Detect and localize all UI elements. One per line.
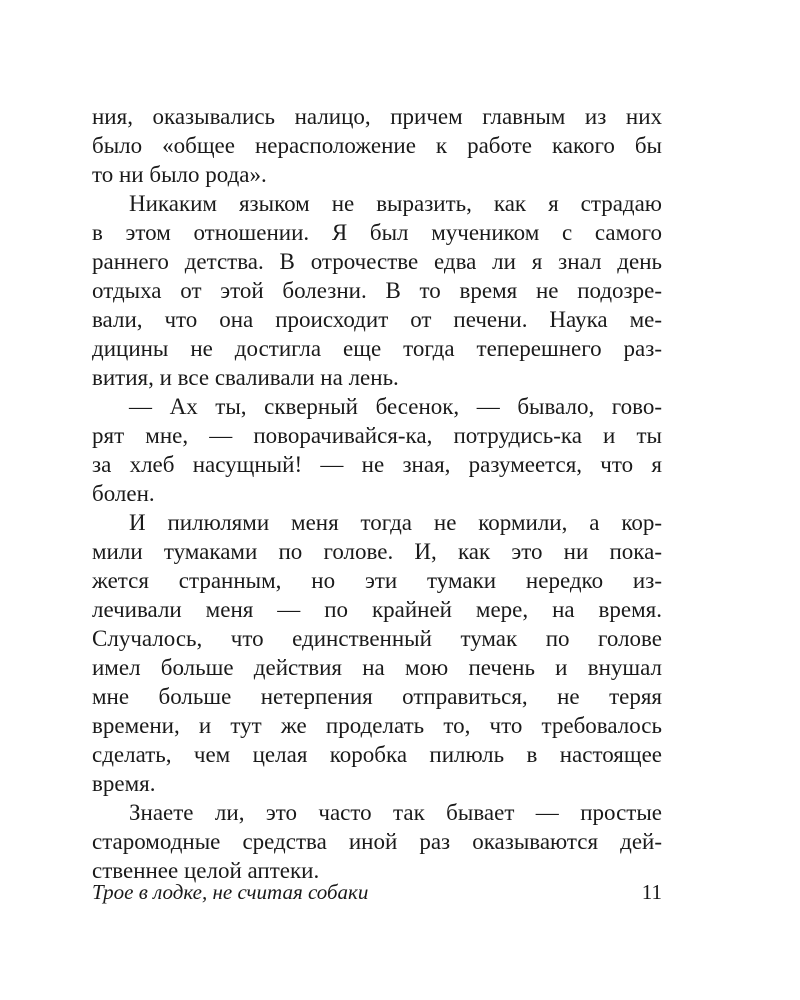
text-line: вали, что она происходит от печени. Наука ме- bbox=[92, 307, 662, 332]
text-line: сделать, чем целая коробка пилюль в настоящее bbox=[92, 742, 662, 767]
text-line: мне больше нетерпения отправиться, не теряя bbox=[92, 684, 662, 709]
text-line: мили тумаками по голове. И, как это ни пока- bbox=[92, 539, 662, 564]
text-line: старомодные средства иной раз оказываются дей- bbox=[92, 829, 662, 854]
page-body-text bbox=[92, 102, 662, 885]
text-line: то ни было рода». bbox=[92, 162, 267, 187]
text-line: Знаете ли, это часто так бывает — простые bbox=[129, 800, 662, 825]
text-line: отдыха от этой болезни. В то время не подозре- bbox=[92, 278, 662, 303]
text-line: лечивали меня — по крайней мере, на время. bbox=[92, 597, 662, 622]
text-line: дицины не достигла еще тогда теперешнего раз- bbox=[92, 336, 662, 361]
text-line: имел больше действия на мою печень и внушал bbox=[92, 655, 662, 680]
text-line: за хлеб насущный! — не зная, разумеется, что я bbox=[92, 452, 662, 477]
text-line: Случалось, что единственный тумак по голове bbox=[92, 626, 662, 651]
running-book-title: Трое в лодке, не считая собаки bbox=[92, 880, 369, 904]
text-line: ния, оказывались налицо, причем главным из них bbox=[92, 104, 662, 129]
page-footer bbox=[92, 877, 662, 907]
text-line: болен. bbox=[92, 481, 155, 506]
text-line: вития, и все сваливали на лень. bbox=[92, 365, 399, 390]
text-line: время. bbox=[92, 771, 156, 796]
text-line: Никаким языком не выразить, как я страдаю bbox=[129, 191, 662, 216]
text-line: И пилюлями меня тогда не кормили, а кор- bbox=[129, 510, 662, 535]
text-line: раннего детства. В отрочестве едва ли я знал день bbox=[92, 249, 662, 274]
text-line: рят мне, — поворачивайся-ка, потрудись-ка и ты bbox=[92, 423, 662, 448]
text-line: времени, и тут же проделать то, что требовалось bbox=[92, 713, 662, 738]
text-line: жется странным, но эти тумаки нередко из- bbox=[92, 568, 662, 593]
text-line: было «общее нерасположение к работе какого бы bbox=[92, 133, 662, 158]
text-line: — Ах ты, скверный бесенок, — бывало, гово- bbox=[129, 394, 662, 419]
text-line: ственнее целой аптеки. bbox=[92, 858, 320, 883]
text-line: в этом отношении. Я был мучеником с самого bbox=[92, 220, 662, 245]
page-number: 11 bbox=[641, 880, 662, 904]
